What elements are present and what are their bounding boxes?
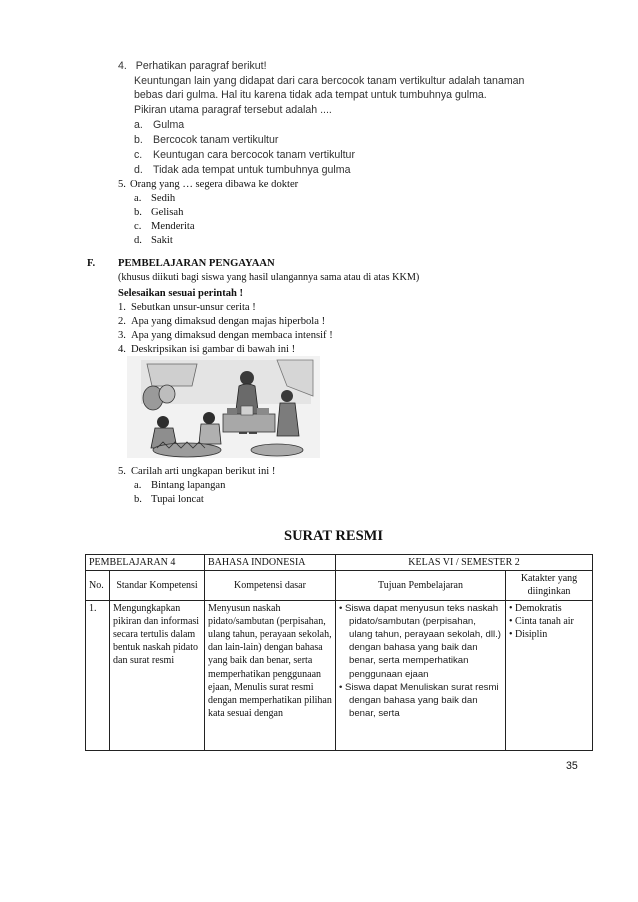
question-number: 4.	[118, 60, 127, 72]
learning-objectives	[336, 600, 506, 750]
row-number: 1.	[86, 600, 110, 750]
objective-item: • Siswa dapat Menuliskan surat resmi dengan bahasa yang baik dan benar, serta	[339, 681, 499, 720]
section-f-instruction: Selesaikan sesuai perintah !	[118, 288, 244, 299]
character-item: • Demokratis	[509, 602, 562, 614]
section-f-note: (khusus diikuti bagi siswa yang hasil ulangannya sama atau di atas KKM)	[118, 272, 420, 283]
character-values	[506, 600, 593, 750]
paragraph-line: Keuntungan lain yang didapat dari cara bercocok tanam vertikultur adalah tanaman	[134, 75, 525, 87]
task-item: 4. Deskripsikan isi gambar di bawah ini !	[118, 344, 296, 355]
question-stem: Pikiran utama paragraf tersebut adalah ....	[134, 104, 332, 116]
task-item: 1. Sebutkan unsur-unsur cerita !	[118, 302, 256, 313]
header-subject: BAHASA INDONESIA	[205, 555, 336, 571]
character-item: • Cinta tanah air	[509, 615, 574, 627]
option-d: d. Tidak ada tempat untuk tumbuhnya gulma	[134, 164, 351, 176]
task-item: 3. Apa yang dimaksud dengan membaca intensif !	[118, 330, 333, 341]
option-a: a. Gulma	[134, 119, 185, 131]
header-class: KELAS VI / SEMESTER 2	[336, 555, 593, 571]
standard-competency: Mengungkapkan pikiran dan informasi secara tertulis dalam bentuk naskah pidato dan surat resmi	[110, 600, 205, 750]
question-prompt: Perhatikan paragraf berikut!	[135, 60, 267, 72]
table-column-header-row	[86, 571, 593, 600]
paragraph-line: bebas dari gulma. Hal itu karena tidak ada tempat untuk tumbuhnya gulma.	[134, 89, 487, 101]
question-5: 5. Orang yang … segera dibawa ke dokter	[118, 179, 299, 190]
page-number: 35	[566, 760, 578, 772]
table-row	[86, 600, 593, 750]
column-header: Standar Kompetensi	[110, 571, 205, 600]
lesson-table	[85, 554, 593, 751]
option-d: d. Sakit	[134, 235, 173, 246]
option-c: c. Keuntugan cara bercocok tanam vertikultur	[134, 149, 355, 161]
question-4	[118, 60, 267, 72]
header-pembelajaran: PEMBELAJARAN 4	[86, 555, 205, 571]
market-illustration	[127, 356, 320, 458]
task-item: 2. Apa yang dimaksud dengan majas hiperbola !	[118, 316, 326, 327]
objective-item: • Siswa dapat menyusun teks naskah pidato/sambutan (perpisahan, ulang tahun, perayaan sekolah, dll.) dengan bahasa yang baik dan benar, serta memperhatikan penggunaan ejaan	[339, 602, 502, 680]
option-b: b. Gelisah	[134, 207, 184, 218]
column-header: Kompetensi dasar	[205, 571, 336, 600]
option-c: c. Menderita	[134, 221, 195, 232]
column-header: Katakter yang diinginkan	[506, 571, 593, 600]
basic-competency: Menyusun naskah pidato/sambutan (perpisahan, ulang tahun, perayaan sekolah, dan lain-lain) dengan bahasa yang baik dan benar, serta memperhatikan penggunaan ejaan, Menulis surat resmi dengan memperhatikan pilihan kata sesuai dengan	[205, 600, 336, 750]
option-a: a. Bintang lapangan	[134, 480, 226, 491]
option-a: a. Sedih	[134, 193, 176, 204]
section-f-heading: F. PEMBELAJARAN PENGAYAAN	[87, 258, 275, 269]
column-header: No.	[86, 571, 110, 600]
table-header-row	[86, 555, 593, 571]
column-header: Tujuan Pembelajaran	[336, 571, 506, 600]
option-b: b. Bercocok tanam vertikultur	[134, 134, 279, 146]
option-b: b. Tupai loncat	[134, 494, 204, 505]
character-item: • Disiplin	[509, 629, 548, 641]
task-item: 5. Carilah arti ungkapan berikut ini !	[118, 466, 276, 477]
section-title: SURAT RESMI	[284, 528, 383, 544]
